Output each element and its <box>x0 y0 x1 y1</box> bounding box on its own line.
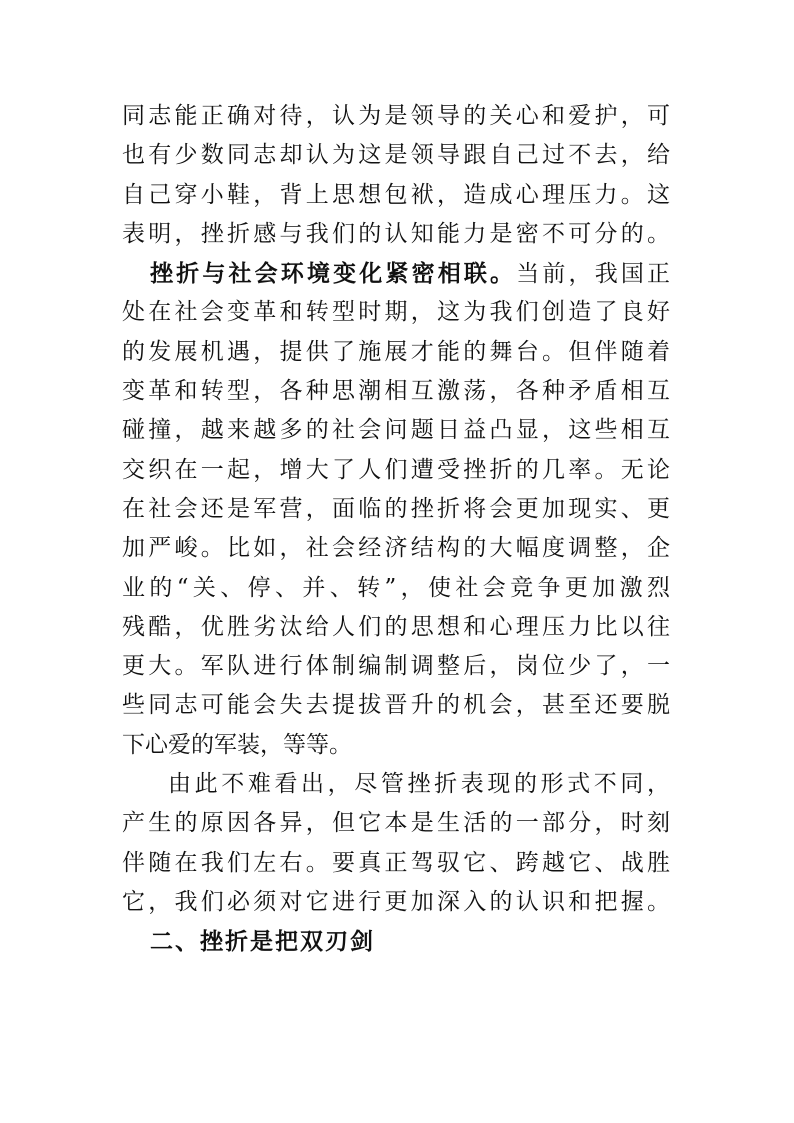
text-line: 业的“关、停、并、转”，使社会竞争更加激烈 <box>122 574 670 601</box>
document-body <box>122 97 670 962</box>
text-line: 由此不难看出，尽管挫折表现的形式不同， <box>168 771 670 798</box>
text-line: 同志能正确对待，认为是领导的关心和爱护，可 <box>122 103 670 129</box>
text-line: 加严峻。比如，社会经济结构的大幅度调整，企 <box>122 535 670 562</box>
text-line: 处在社会变革和转型时期，这为我们创造了良好 <box>122 299 670 326</box>
text-line: 下心爱的军装，等等。 <box>122 731 352 758</box>
text-line: 的发展机遇，提供了施展才能的舞台。但伴随着 <box>122 338 670 365</box>
text-line: 表明，挫折感与我们的认知能力是密不可分的。 <box>122 220 670 247</box>
text-line: 些同志可能会失去提拔晋升的机会，甚至还要脱 <box>122 692 670 719</box>
text-line: 交织在一起，增大了人们遭受挫折的几率。无论 <box>122 456 670 483</box>
text-line: 它，我们必须对它进行更加深入的认识和把握。 <box>122 888 670 915</box>
bold-lead-sentence: 挫折与社会环境变化紧密相联。 <box>150 260 517 288</box>
paragraph-lead-line <box>122 254 670 293</box>
text-line: 变革和转型，各种思潮相互激荡，各种矛盾相互 <box>122 378 670 405</box>
text-line: 残酷，优胜劣汰给人们的思想和心理压力比以往 <box>122 613 670 640</box>
text-line: 产生的原因各异，但它本是生活的一部分，时刻 <box>122 810 670 837</box>
text-span: 当前，我国正 <box>516 261 671 288</box>
text-line: 伴随在我们左右。要真正驾驭它、跨越它、战胜 <box>122 849 670 876</box>
text-line: 更大。军队进行体制编制调整后，岗位少了，一 <box>122 653 670 680</box>
text-line: 在社会还是军营，面临的挫折将会更加现实、更 <box>122 495 670 522</box>
text-line: 也有少数同志却认为这是领导跟自己过不去，给 <box>122 142 670 169</box>
text-line: 碰撞，越来越多的社会问题日益凸显，这些相互 <box>122 417 670 444</box>
section-heading: 二、挫折是把双刃剑 <box>150 928 375 956</box>
text-line: 自己穿小鞋，背上思想包袱，造成心理压力。这 <box>122 181 670 208</box>
